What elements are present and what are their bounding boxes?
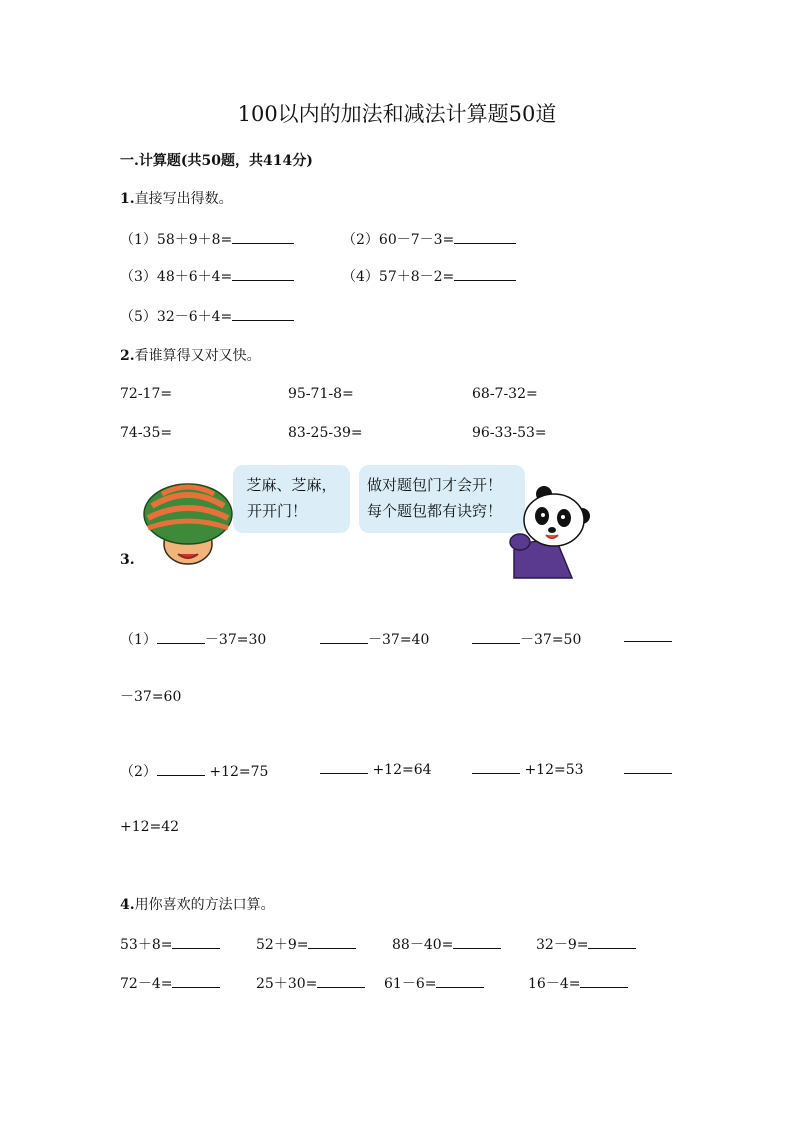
q2-item-2: 95-71-8= [288,386,354,402]
answer-blank[interactable] [172,975,220,988]
q3-row1-item-4 [624,629,672,646]
q3-row1-item-2: －37=40 [320,629,429,649]
page-title: 100以内的加法和减法计算题50道 [237,102,557,126]
answer-blank[interactable] [317,975,365,988]
speech-bubble-left: 芝麻、芝麻， 开开门！ [233,465,350,533]
turban-man-illustration [138,478,238,568]
q2-item-5: 83-25-39= [288,425,363,441]
q2-heading [120,345,261,365]
q1-item-1: （1）58＋9＋8= [120,229,294,249]
q1-number: 1. [120,191,135,207]
q3-row2-item-1: （2） +12=75 [120,764,269,780]
q4-text: 用你喜欢的方法口算。 [134,897,275,913]
q3-row2-item-4 [624,761,672,778]
answer-blank[interactable] [320,761,368,774]
answer-blank[interactable] [157,763,205,776]
q2-item-6: 96-33-53= [472,425,547,441]
answer-blank[interactable] [232,308,294,321]
speech-bubble-right: 做对题包门才会开！ 每个题包都有诀窍！ [359,465,525,533]
q2-number: 2. [120,348,135,364]
q4-item-4: 32－9= [536,934,636,954]
q1-item-2: （2）60－7－3= [342,229,516,249]
q2-item-1: 72-17= [120,386,173,402]
answer-blank[interactable] [454,231,516,244]
answer-blank[interactable] [453,936,501,949]
q3-row1-item-4-cont: －37=60 [120,689,182,705]
q1-item-3: （3）48＋6＋4= [120,266,294,286]
q4-item-3: 88－40= [392,934,501,954]
q3-row2-item-2: +12=64 [320,761,432,778]
q2-text: 看谁算得又对又快。 [134,348,261,364]
q4-item-8: 16－4= [528,973,628,993]
q1-text: 直接写出得数。 [134,191,233,207]
answer-blank[interactable] [320,631,368,644]
q1-item-4: （4）57＋8－2= [342,266,516,286]
answer-blank[interactable] [232,268,294,281]
answer-blank[interactable] [157,631,205,644]
q4-item-6: 25＋30= [256,973,365,993]
answer-blank[interactable] [232,231,294,244]
answer-blank[interactable] [308,936,356,949]
q3-row2-item-3: +12=53 [472,761,584,778]
q3-row1-item-3: －37=50 [472,629,581,649]
q4-item-7: 61－6= [384,973,484,993]
answer-blank[interactable] [436,975,484,988]
q4-item-5: 72－4= [120,973,220,993]
q1-item-5: （5）32－6＋4= [120,306,294,326]
q3-row2-item-4-cont: +12=42 [120,819,180,835]
answer-blank[interactable] [472,631,520,644]
answer-blank[interactable] [172,936,220,949]
q4-heading [120,894,275,914]
answer-blank[interactable] [624,761,672,774]
q2-item-3: 68-7-32= [472,386,538,402]
answer-blank[interactable] [588,936,636,949]
panda-illustration [500,486,595,584]
q4-number: 4. [120,897,135,913]
answer-blank[interactable] [472,761,520,774]
answer-blank[interactable] [624,629,672,642]
q2-item-4: 74-35= [120,425,173,441]
answer-blank[interactable] [454,268,516,281]
answer-blank[interactable] [580,975,628,988]
q4-item-1: 53＋8= [120,934,220,954]
q4-item-2: 52＋9= [256,934,356,954]
q3-row1-item-1: （1） －37=30 [120,632,267,648]
section-heading: 一.计算题(共50题，共414分) [120,153,313,169]
q3-number: 3. [120,552,135,568]
q1-heading [120,188,233,208]
